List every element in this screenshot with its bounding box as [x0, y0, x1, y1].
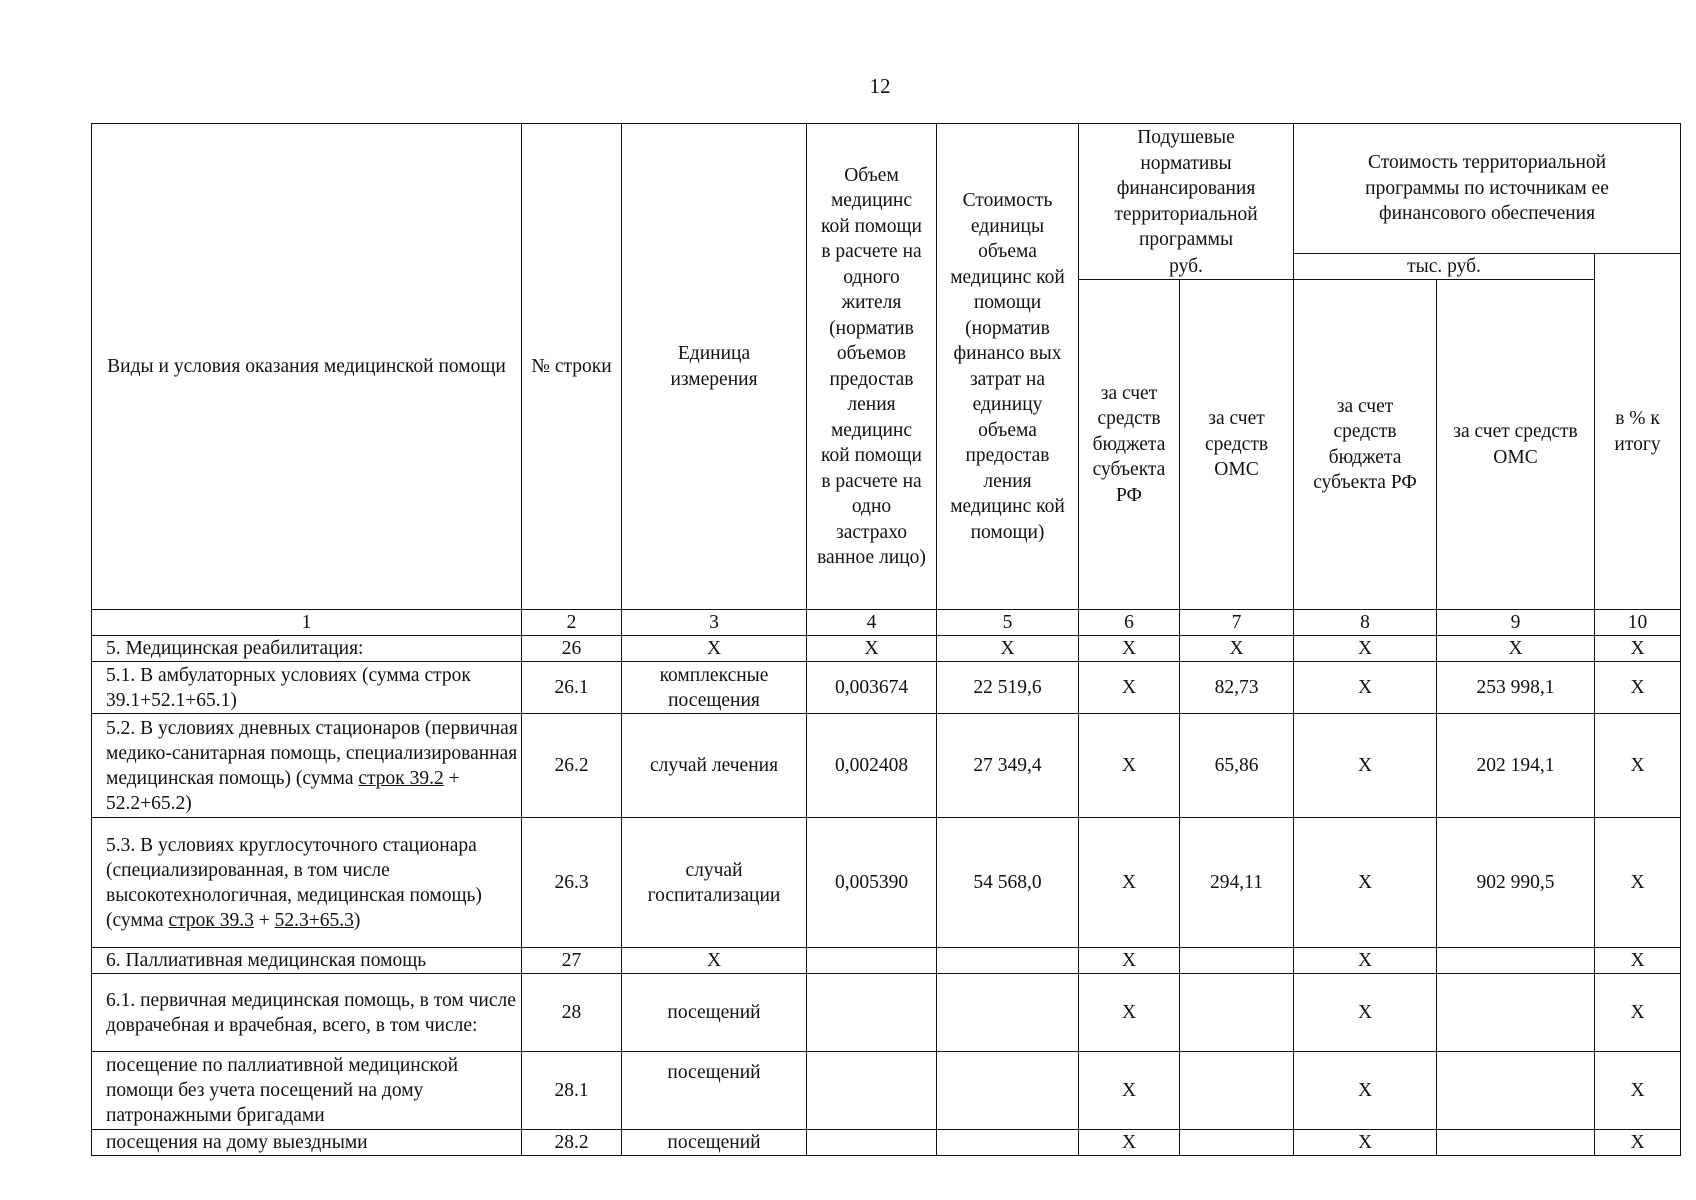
row-c9 [1437, 1130, 1595, 1156]
row-name [92, 818, 522, 948]
header-cost-budget: за счет средств бюджета субъекта РФ [1294, 280, 1437, 610]
table-row [92, 636, 1681, 662]
column-number: 9 [1437, 610, 1595, 636]
row-cost: 27 349,4 [937, 714, 1079, 818]
row-volume: X [807, 636, 937, 662]
row-volume [807, 1130, 937, 1156]
row-line: 28 [522, 974, 622, 1052]
row-unit: X [622, 636, 807, 662]
row-volume: 0,002408 [807, 714, 937, 818]
row-cost [937, 1130, 1079, 1156]
row-line: 26.1 [522, 662, 622, 714]
row-c8: X [1294, 1130, 1437, 1156]
page-number: 12 [869, 74, 891, 98]
header-per-capita-budget: за счет средств бюджета субъекта РФ [1079, 280, 1180, 610]
row-name: 5. Медицинская реабилитация: [92, 636, 522, 662]
row-name-text: + [253, 909, 275, 931]
column-number: 8 [1294, 610, 1437, 636]
row-c8: X [1294, 1052, 1437, 1130]
row-volume [807, 974, 937, 1052]
row-c6: X [1079, 714, 1180, 818]
table-row [92, 974, 1681, 1052]
row-c7: 294,11 [1180, 818, 1294, 948]
row-c10: X [1595, 1052, 1681, 1130]
row-name-link[interactable]: строк 39.2 [358, 767, 444, 789]
row-unit: посещений [622, 1052, 807, 1130]
header-volume: Объем медицинс кой помощи в расчете на одного жителя (норматив объемов предостав ления медицинс кой помощи в расчете на одно застрахо ванное лицо) [807, 124, 937, 610]
row-name: посещения на дому выездными [92, 1130, 522, 1156]
table-row [92, 662, 1681, 714]
row-name-text: ) [353, 909, 361, 931]
row-c10: X [1595, 714, 1681, 818]
row-cost [937, 1052, 1079, 1130]
financing-table [91, 123, 1681, 1156]
row-c7: X [1180, 636, 1294, 662]
row-c10: X [1595, 636, 1681, 662]
row-volume [807, 948, 937, 974]
row-unit: случай госпитализации [622, 818, 807, 948]
row-cost [937, 974, 1079, 1052]
row-unit: посещений [622, 1130, 807, 1156]
row-c6: X [1079, 1052, 1180, 1130]
row-c6: X [1079, 662, 1180, 714]
column-number: 1 [92, 610, 522, 636]
row-name: 5.1. В амбулаторных условиях (сумма строк 39.1+52.1+65.1) [92, 662, 522, 714]
row-line: 26 [522, 636, 622, 662]
row-unit: посещений [622, 974, 807, 1052]
table-row [92, 948, 1681, 974]
table-row [92, 714, 1681, 818]
row-c6: X [1079, 948, 1180, 974]
row-c6: X [1079, 974, 1180, 1052]
row-c8: X [1294, 948, 1437, 974]
row-line: 27 [522, 948, 622, 974]
row-c8: X [1294, 714, 1437, 818]
row-name-text: + 52.2+65.2) [106, 767, 460, 814]
header-kind: Виды и условия оказания медицинской помощи [92, 124, 522, 610]
column-number: 2 [522, 610, 622, 636]
row-c7: 82,73 [1180, 662, 1294, 714]
row-volume: 0,003674 [807, 662, 937, 714]
table-row [92, 1052, 1681, 1130]
row-c7 [1180, 1052, 1294, 1130]
row-c10: X [1595, 974, 1681, 1052]
row-c8: X [1294, 636, 1437, 662]
row-name [92, 714, 522, 818]
row-c6: X [1079, 818, 1180, 948]
row-name-link[interactable]: строк 39.3 [168, 909, 254, 931]
header-unit: Единица измерения [622, 124, 807, 610]
column-number: 3 [622, 610, 807, 636]
row-c8: X [1294, 974, 1437, 1052]
row-c10: X [1595, 948, 1681, 974]
header-cost-oms: за счет средств ОМС [1437, 280, 1595, 610]
column-number: 5 [937, 610, 1079, 636]
row-name-text: 5.3. В условиях круглосуточного стационара (специализированная, в том числе высокотехнологичная, медицинская помощь) [106, 834, 482, 906]
column-numbers-row [92, 610, 1681, 636]
column-number: 6 [1079, 610, 1180, 636]
row-c7 [1180, 974, 1294, 1052]
row-cost: 54 568,0 [937, 818, 1079, 948]
column-number: 4 [807, 610, 937, 636]
column-number: 7 [1180, 610, 1294, 636]
row-c7: 65,86 [1180, 714, 1294, 818]
row-line: 28.2 [522, 1130, 622, 1156]
row-name: посещение по паллиативной медицинской помощи без учета посещений на дому патронажными бригадами [92, 1052, 522, 1130]
row-unit: X [622, 948, 807, 974]
header-unit-cost: Стоимость единицы объема медицинс кой помощи (норматив финансо вых затрат на единицу объема предостав ления медицинс кой помощи) [937, 124, 1079, 610]
row-cost [937, 948, 1079, 974]
table-row [92, 1130, 1681, 1156]
row-c10: X [1595, 818, 1681, 948]
row-cost: 22 519,6 [937, 662, 1079, 714]
header-row [92, 124, 1681, 254]
row-c8: X [1294, 662, 1437, 714]
row-name-link[interactable]: 52.3+65.3 [274, 909, 354, 931]
row-name: 6.1. первичная медицинская помощь, в том числе доврачебная и врачебная, всего, в том числе: [92, 974, 522, 1052]
row-line: 26.2 [522, 714, 622, 818]
row-line: 28.1 [522, 1052, 622, 1130]
header-per-capita-oms: за счет средств ОМС [1180, 280, 1294, 610]
row-c9: 902 990,5 [1437, 818, 1595, 948]
row-c7 [1180, 948, 1294, 974]
row-c9 [1437, 948, 1595, 974]
row-c9: 202 194,1 [1437, 714, 1595, 818]
row-c9 [1437, 974, 1595, 1052]
row-c9 [1437, 1052, 1595, 1130]
row-c6: X [1079, 636, 1180, 662]
row-c10: X [1595, 662, 1681, 714]
header-percent: в % к итогу [1595, 254, 1681, 610]
row-volume: 0,005390 [807, 818, 937, 948]
row-c10: X [1595, 1130, 1681, 1156]
row-volume [807, 1052, 937, 1130]
row-name-text: (сумма [106, 909, 169, 931]
row-unit: комплексные посещения [622, 662, 807, 714]
table-row [92, 818, 1681, 948]
header-unit-thous-rub: тыс. руб. [1294, 254, 1595, 280]
header-cost-group: Стоимость территориальной программы по источникам ее финансового обеспечения [1294, 124, 1681, 254]
row-cost: X [937, 636, 1079, 662]
header-line-number: № строки [522, 124, 622, 610]
row-c7 [1180, 1130, 1294, 1156]
row-c9: X [1437, 636, 1595, 662]
column-number: 10 [1595, 610, 1681, 636]
header-per-capita-group: Подушевые нормативы финансирования территориальной программы [1079, 124, 1294, 254]
row-line: 26.3 [522, 818, 622, 948]
row-name-text: 5.2. В условиях дневных стационаров (первичная медико-санитарная помощь, специализированная медицинская помощь) (сумма [106, 717, 518, 789]
row-c6: X [1079, 1130, 1180, 1156]
header-unit-rub: руб. [1079, 254, 1294, 280]
row-unit: случай лечения [622, 714, 807, 818]
row-c9: 253 998,1 [1437, 662, 1595, 714]
row-c8: X [1294, 818, 1437, 948]
row-name: 6. Паллиативная медицинская помощь [92, 948, 522, 974]
